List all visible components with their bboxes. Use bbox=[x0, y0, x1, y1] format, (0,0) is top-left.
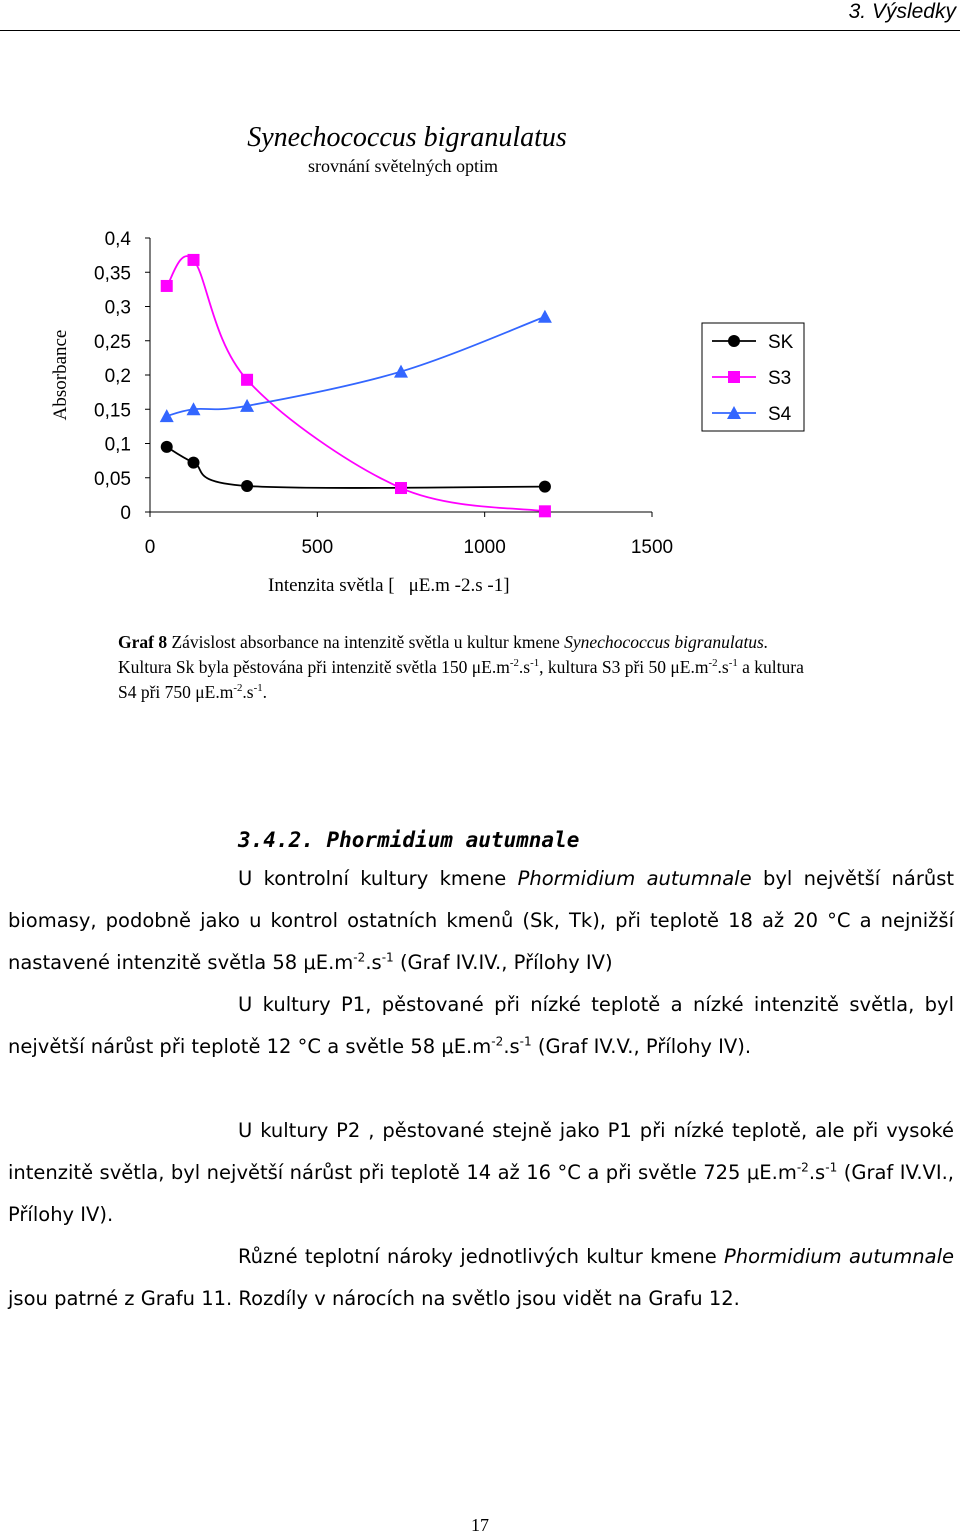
data-point-s4 bbox=[160, 409, 174, 422]
y-axis-label: Absorbance bbox=[50, 329, 71, 421]
data-point-s3 bbox=[161, 280, 173, 292]
data-point-sk bbox=[241, 480, 253, 492]
y-tick-label: 0 bbox=[120, 503, 131, 524]
y-tick-label: 0,1 bbox=[104, 434, 131, 456]
data-point-s3 bbox=[539, 505, 551, 517]
caption-label: Graf 8 bbox=[118, 632, 168, 652]
absorbance-chart bbox=[0, 110, 960, 610]
data-point-s4 bbox=[394, 365, 408, 378]
section-header: 3. Výsledky bbox=[848, 0, 956, 23]
y-tick-label: 0,4 bbox=[104, 229, 131, 250]
data-point-s3 bbox=[241, 374, 253, 386]
data-point-sk bbox=[188, 457, 200, 469]
caption-species: Synechococcus bigranulatus. bbox=[564, 632, 769, 652]
series-line-s4 bbox=[167, 317, 545, 416]
data-point-sk bbox=[161, 441, 173, 453]
y-tick-label: 0,3 bbox=[104, 297, 131, 319]
paragraph-4: Různé teplotní nároky jednotlivých kultur kmene Phormidium autumnale jsou patrné z Grafu 11. Rozdíly v nárocích na světlo jsou vidět na Grafu 12. bbox=[8, 1245, 955, 1310]
header-rule bbox=[0, 30, 960, 31]
legend-marker-sk bbox=[728, 335, 740, 347]
series-line-sk bbox=[167, 447, 545, 488]
y-tick-label: 0,15 bbox=[94, 400, 131, 422]
chart-subtitle: srovnání světelných optim bbox=[308, 156, 498, 176]
x-tick-label: 0 bbox=[144, 537, 156, 558]
data-point-s4 bbox=[538, 310, 552, 323]
paragraph-2: U kultury P1, pěstované při nízké teplotě a nízké intenzitě světla, byl největší nárůst při teplotě 12 °C a světle 58 $\mu E.m^{-2}.s^{-1}$ (Graf IV.V., Přílohy IV). bbox=[8, 993, 954, 1058]
legend bbox=[702, 323, 804, 431]
y-tick-label: 0,35 bbox=[94, 263, 131, 285]
legend-marker-s3 bbox=[728, 371, 740, 383]
axes bbox=[94, 229, 673, 558]
data-point-s3 bbox=[188, 254, 200, 266]
y-tick-label: 0,2 bbox=[104, 366, 131, 387]
y-tick-label: 0,25 bbox=[94, 331, 131, 353]
y-tick-label: 0,05 bbox=[94, 468, 131, 490]
page-number: 17 bbox=[471, 1515, 489, 1535]
x-tick-label: 500 bbox=[301, 537, 334, 558]
x-axis-label: Intenzita světla [ μE.m -2.s -1] bbox=[268, 575, 510, 596]
paragraph-3: U kultury P2 , pěstované stejně jako P1 při nízké teplotě, ale při vysoké intenzitě světla, byl největší nárůst při teplotě 14 až 16 °C a při světle 725 $\mu E.m^{-2}.s^{-1}$ (Graf IV.VI., Přílohy IV). bbox=[8, 1119, 955, 1226]
chart-title: Synechococcus bigranulatus bbox=[247, 122, 567, 153]
x-tick-label: 1500 bbox=[630, 537, 674, 558]
series-lines bbox=[167, 256, 545, 511]
figure-caption: Graf 8 Závislost absorbance na intenzitě světla u kultur kmene Synechococcus bigranulatus. Kultura Sk byla pěstována při intenzitě světla 150 $\mu E.m^{-2}.s^{-1}$, kultura S3 při 50 $\mu E.m^{-2}.s^{-1}$ a kultura S4 při 750 $\mu E.m^{-2}.s^{-1}$. bbox=[118, 632, 804, 702]
data-point-s3 bbox=[395, 482, 407, 494]
x-tick-label: 1000 bbox=[463, 537, 506, 558]
legend-label-s4: S4 bbox=[768, 404, 792, 425]
legend-label-sk: SK bbox=[768, 332, 794, 353]
data-markers bbox=[160, 254, 552, 517]
section-heading: 3.4.2. Phormidium autumnale bbox=[238, 828, 580, 852]
paragraph-1: U kontrolní kultury kmene Phormidium autumnale byl největší nárůst biomasy, podobně jako u kontrol ostatních kmenů (Sk, Tk), při teplotě 18 až 20 °C a nejnižší nastavené intenzitě světla 58 $\mu E.m^{-2}.s^{-1}$ (Graf IV.IV., Přílohy IV) bbox=[8, 867, 955, 974]
legend-label-s3: S3 bbox=[768, 368, 792, 389]
data-point-sk bbox=[539, 481, 551, 493]
